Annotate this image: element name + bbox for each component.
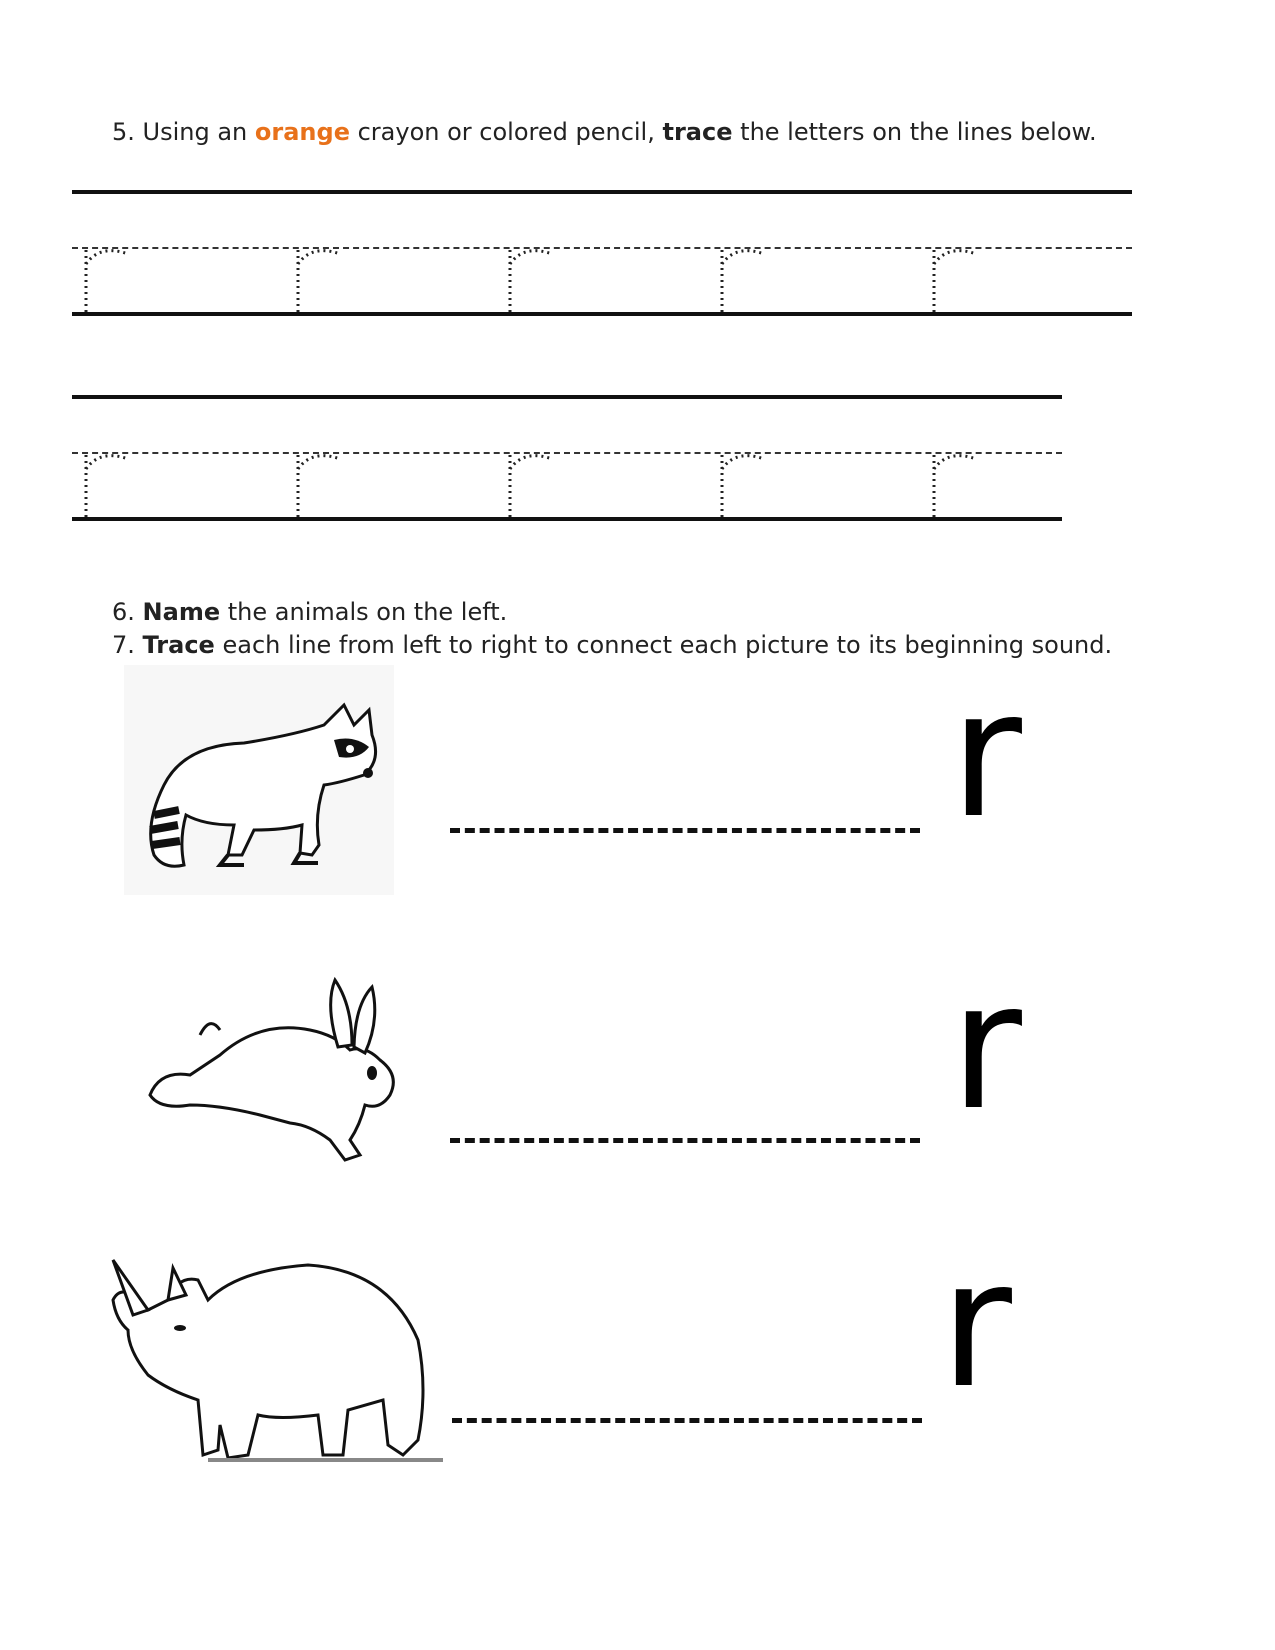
trace-r-7[interactable]: [292, 443, 362, 519]
trace-r-8[interactable]: [504, 443, 574, 519]
tracing-row-1: [72, 190, 1132, 320]
beginning-sound-letter-1: r: [950, 654, 1022, 857]
rhino-icon: [108, 1240, 443, 1470]
connector-line-2[interactable]: [450, 1138, 920, 1143]
raccoon-icon: [124, 665, 394, 895]
trace-r-9[interactable]: [716, 443, 786, 519]
trace-r-5[interactable]: [928, 238, 998, 314]
trace-r-1[interactable]: [80, 238, 150, 314]
beginning-sound-letter-3: r: [940, 1224, 1012, 1427]
top-line: [72, 395, 1062, 399]
instruction-step-7: 7. Trace each line from left to right to connect each picture to its beginning sound.: [112, 631, 1113, 659]
instruction-step-5: 5. Using an orange crayon or colored pencil, trace the letters on the lines below.: [112, 118, 1097, 146]
trace-r-4[interactable]: [716, 238, 786, 314]
top-line: [72, 190, 1132, 194]
orange-word: orange: [254, 118, 350, 146]
rabbit-icon: [140, 975, 410, 1175]
beginning-sound-letter-2: r: [950, 946, 1022, 1149]
trace-r-3[interactable]: [504, 238, 574, 314]
connector-line-3[interactable]: [452, 1418, 922, 1423]
trace-r-2[interactable]: [292, 238, 362, 314]
trace-r-6[interactable]: [80, 443, 150, 519]
tracing-row-2: [72, 395, 1062, 525]
connector-line-1[interactable]: [450, 828, 920, 833]
trace-r-10[interactable]: [928, 443, 998, 519]
instruction-step-6: 6. Name the animals on the left.: [112, 598, 508, 626]
